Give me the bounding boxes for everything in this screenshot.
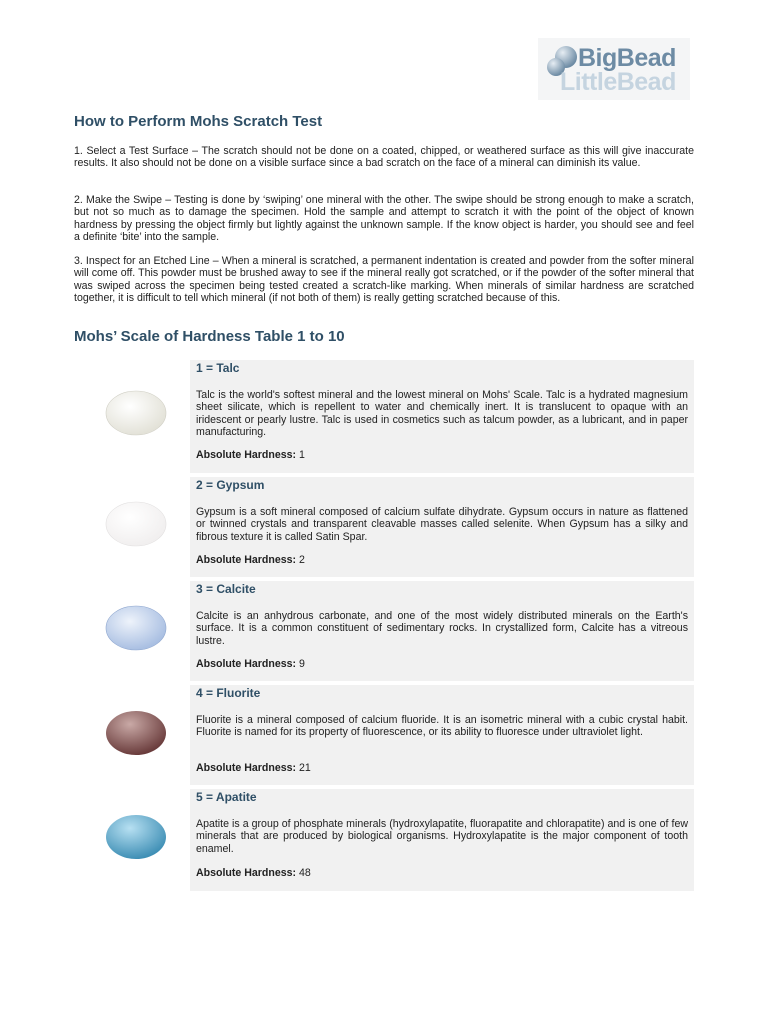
- mineral-name: 1 = Talc: [196, 361, 240, 375]
- absolute-hardness: [196, 867, 311, 879]
- absolute-hardness-label: Absolute Hardness:: [196, 658, 297, 670]
- step-paragraph: 3. Inspect for an Etched Line – When a mineral is scratched, a permanent indentation is created and powder from the softer mineral will come off. This powder must be brushed away to see if the mineral really got scratched, or if the powder of the softer mineral that was swiped across the specimen being tested created a scratch-like marking. When minerals of similar hardness are scratched together, it is difficult to tell which mineral (if not both of them) is really getting scratched because of this.: [74, 255, 694, 304]
- mineral-description: Apatite is a group of phosphate minerals (hydroxylapatite, fluorapatite and chlorapatite) and is one of few minerals that are produced by biological organisms. Hydroxylapatite is the major component of tooth enamel.: [196, 818, 688, 855]
- absolute-hardness-label: Absolute Hardness:: [196, 554, 297, 566]
- absolute-hardness: [196, 762, 311, 774]
- mineral-name: 4 = Fluorite: [196, 686, 261, 700]
- mineral-description: Fluorite is a mineral composed of calcium fluoride. It is an isometric mineral with a cubic crystal habit. Fluorite is named for its property of fluorescence, or its ability to fluoresce under ultraviolet light.: [196, 714, 688, 739]
- step-paragraph: 1. Select a Test Surface – The scratch should not be done on a coated, chipped, or weathered surface as this will give inaccurate results. It also should not be done on a visible surface since a bad scratch on the face of a mineral can diminish its value.: [74, 145, 694, 170]
- calcite-gem-image: [104, 605, 168, 651]
- mineral-row: [190, 360, 694, 473]
- apatite-gem-image: [104, 814, 168, 860]
- talc-gem-image: [104, 390, 168, 436]
- logo-text-bigbead: BigBead: [578, 44, 676, 72]
- absolute-hardness-label: Absolute Hardness:: [196, 449, 297, 461]
- mineral-row: [190, 789, 694, 891]
- absolute-hardness-value: 2: [299, 554, 305, 566]
- absolute-hardness: [196, 449, 305, 461]
- mineral-description: Calcite is an anhydrous carbonate, and one of the most widely distributed minerals on the Earth's surface. It is a common constituent of sedimentary rocks. In crystallized form, Calcite has a vitreous lustre.: [196, 610, 688, 647]
- absolute-hardness-value: 9: [299, 658, 305, 670]
- mineral-description: Talc is the world's softest mineral and the lowest mineral on Mohs' Scale. Talc is a hydrated magnesium sheet silicate, which is repellent to water and chemically inert. It is translucent to opaque with an iridescent or pearly lustre. Talc is used in cosmetics such as talcum powder, as a lubricant, and in paper manufacturing.: [196, 389, 688, 438]
- mineral-name: 5 = Apatite: [196, 790, 257, 804]
- mineral-name: 3 = Calcite: [196, 582, 256, 596]
- absolute-hardness-value: 1: [299, 449, 305, 461]
- absolute-hardness-value: 21: [299, 762, 311, 774]
- mineral-description: Gypsum is a soft mineral composed of calcium sulfate dihydrate. Gypsum occurs in nature as flattened or twinned crystals and transparent cleavable masses called selenite. When Gypsum has a silky and fibrous texture it is called Satin Spar.: [196, 506, 688, 543]
- mineral-row: [190, 685, 694, 785]
- mineral-row: [190, 581, 694, 681]
- absolute-hardness-label: Absolute Hardness:: [196, 762, 297, 774]
- absolute-hardness: [196, 658, 305, 670]
- bigbead-logo: [538, 38, 690, 100]
- absolute-hardness-label: Absolute Hardness:: [196, 867, 297, 879]
- mineral-row: [190, 477, 694, 577]
- absolute-hardness: [196, 554, 305, 566]
- step-paragraph: 2. Make the Swipe – Testing is done by ‘swiping’ one mineral with the other. The swipe should be strong enough to make a scratch, but not so much as to damage the specimen. Hold the sample and attempt to scratch it with the point of the object of known hardness by pressing the object firmly but lightly against the unknown sample. If the know object is harder, you should see and feel a definite ‘bite’ into the sample.: [74, 194, 694, 243]
- logo-text-littlebead: LittleBead: [560, 68, 676, 96]
- section-title: Mohs’ Scale of Hardness Table 1 to 10: [74, 328, 345, 345]
- absolute-hardness-value: 48: [299, 867, 311, 879]
- gypsum-gem-image: [104, 501, 168, 547]
- fluorite-gem-image: [104, 710, 168, 756]
- mineral-name: 2 = Gypsum: [196, 478, 265, 492]
- page-title: How to Perform Mohs Scratch Test: [74, 113, 323, 130]
